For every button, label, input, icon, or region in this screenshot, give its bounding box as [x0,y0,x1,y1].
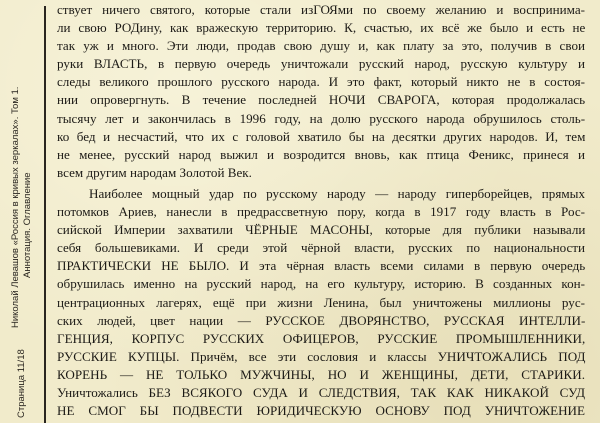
page-number-label: Страница 11/18 [16,349,27,418]
book-title-label: Николай Левашов «Россия в кривых зеркалах». Том 1. [10,86,21,328]
text-line: Уничтожались БЕЗ ВСЯКОГО СУДА И СЛЕДСТВИЯ, ТАК КАК НИКАКОЙ СУД [57,384,586,400]
section-label: Аннотация. Оглавление [22,172,33,278]
page-sidebar [0,0,46,423]
paragraph-1 [57,1,585,182]
text-line: КОРЕНЬ — НЕ ТОЛЬКО МУЖЧИНЫ, НО И ЖЕНЩИНЫ, ДЕТИ, СТАРИКИ. [57,366,585,382]
text-line: РУССКИЕ КУПЦЫ. Причём, все эти сословия и классы УНИЧТОЖАЛИСЬ ПОД [57,348,586,364]
text-line: следы великого прошлого русского народа. И это факт, который никто не в состоя- [57,74,585,90]
margin-rule [44,6,46,423]
text-line: тысячу лет и закончилась в 1996 году, на долю русского народа обрушилось столь- [57,110,586,126]
text-line: Наиболее мощный удар по русскому народу — народу гиперборейцев, прямых [89,185,585,201]
text-line: центрационных лагерях, ещё при жизни Ленина, был уничтожены миллионы рус- [57,294,585,310]
document-body [57,1,585,420]
text-line: нии опровергнуть. В течение последней НОЧИ СВАРОГА, которая продолжалась [57,92,586,108]
text-line: ко бед и несчастий, что их с головой хватило бы на десятки других народов. И, тем [57,128,586,144]
text-line: руки ВЛАСТЬ, в первую очередь уничтожали русский народ, русскую культуру и [57,56,585,72]
text-line: себя большевиками. И среди этой чёрной власти, русских по национальности [57,240,585,256]
text-line: ПРАКТИЧЕСКИ НЕ БЫЛО. И эта чёрная власть всеми силами в первую очередь [57,258,586,274]
text-line: всем другим народам Золотой Век. [57,164,252,180]
text-line: потомков Ариев, нанесли в предрассветную пору, когда в 1917 году власть в Рос- [57,204,585,220]
text-line: обрушилась именно на русский народ, на его культуру, историю. В созданных кон- [57,276,585,292]
text-line: ских людей, цвет нации — РУССКОЕ ДВОРЯНСТВО, РУССКАЯ ИНТЕЛЛИ- [57,312,586,328]
text-line: ли свою РОДину, как вражескую территорию. К, счастью, их всё же было и есть не [57,20,586,36]
text-line: не менее, русский народ выжил и возродится вновь, как птица Феникс, принеся и [57,146,585,162]
text-line: ствует ничего святого, которые стали изГОЯми по своему желанию и воспринима- [57,2,585,17]
text-line: сийской Империи захватили ЧЁРНЫЕ МАСОНЫ, которые для публики называли [57,222,586,238]
paragraph-2 [57,185,585,420]
text-line: НЕ СМОГ БЫ ПОДВЕСТИ ЮРИДИЧЕСКУЮ ОСНОВУ ПОД УНИЧТОЖЕНИЕ [57,403,585,419]
text-line: так уж и много. Эти люди, продав свою душу и, как плату за это, получив в свои [57,38,585,54]
text-line: ГЕНЦИЯ, КОРПУС РУССКИХ ОФИЦЕРОВ, РУССКИЕ ПРОМЫШЛЕННИКИ, [57,330,586,346]
